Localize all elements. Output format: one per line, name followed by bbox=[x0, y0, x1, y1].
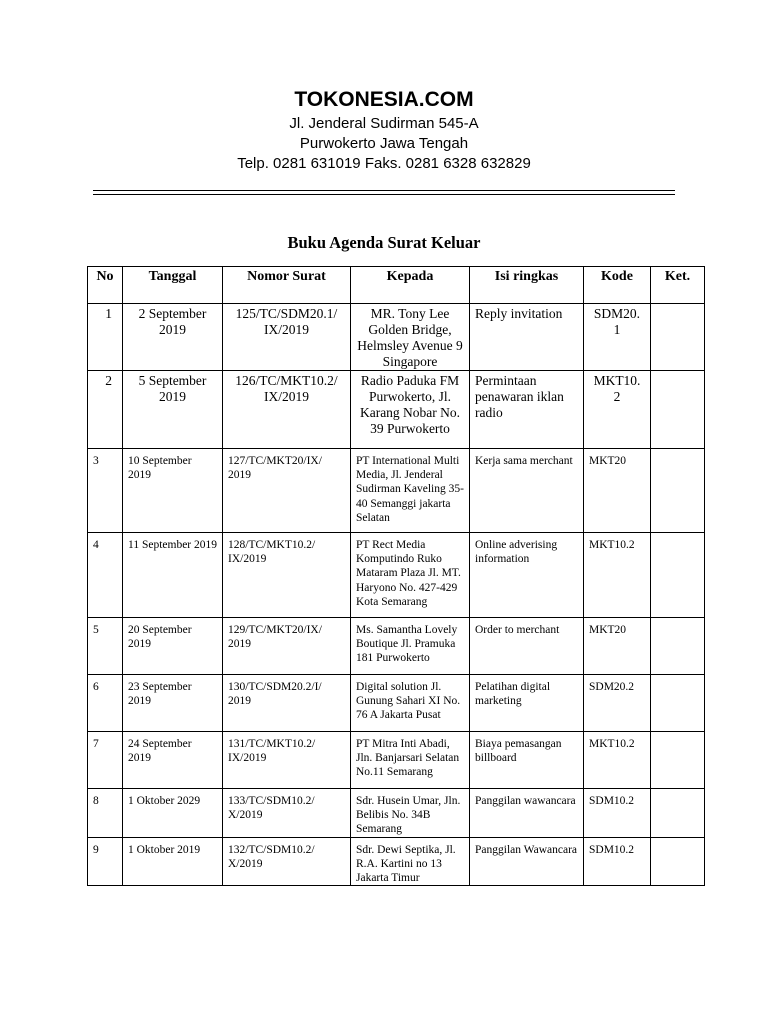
cell-isi-ringkas: Permintaan penawaran iklan radio bbox=[470, 371, 584, 449]
address-line-2: Purwokerto Jawa Tengah bbox=[299, 135, 469, 152]
cell-kepada: Sdr. Dewi Septika, Jl. R.A. Kartini no 13 Jakarta Timur bbox=[351, 837, 470, 886]
cell-kepada: Sdr. Husein Umar, Jln. Belibis No. 34B Semarang bbox=[351, 789, 470, 838]
cell-kepada: Radio Paduka FM Purwokerto, Jl. Karang Nobar No. 39 Purwokerto bbox=[351, 371, 470, 449]
cell-tanggal: 1 Oktober 2029 bbox=[123, 789, 223, 838]
table-header-row bbox=[88, 267, 705, 304]
cell-no: 6 bbox=[88, 675, 123, 732]
cell-kode: SDM20. 1 bbox=[584, 304, 651, 371]
cell-ket bbox=[651, 837, 705, 886]
cell-tanggal: 20 September 2019 bbox=[123, 618, 223, 675]
cell-isi-ringkas: Online adverising information bbox=[470, 533, 584, 618]
cell-no: 8 bbox=[88, 789, 123, 838]
header-nomor-surat: Nomor Surat bbox=[223, 267, 351, 304]
cell-no: 4 bbox=[88, 533, 123, 618]
cell-kepada: PT International Multi Media, Jl. Jenderal Sudirman Kaveling 35-40 Semanggi jakarta Selatan bbox=[351, 449, 470, 533]
header-kode: Kode bbox=[584, 267, 651, 304]
cell-kode: MKT10. 2 bbox=[584, 371, 651, 449]
table-row bbox=[88, 837, 705, 886]
cell-no: 2 bbox=[88, 371, 123, 449]
cell-ket bbox=[651, 533, 705, 618]
cell-kode: SDM10.2 bbox=[584, 837, 651, 886]
cell-nomor-surat: 125/TC/SDM20.1/ IX/2019 bbox=[223, 304, 351, 371]
table-row bbox=[88, 533, 705, 618]
header-rule-top bbox=[93, 190, 675, 191]
cell-ket bbox=[651, 732, 705, 789]
cell-tanggal: 11 September 2019 bbox=[123, 533, 223, 618]
cell-nomor-surat: 132/TC/SDM10.2/ X/2019 bbox=[223, 837, 351, 886]
cell-tanggal: 1 Oktober 2019 bbox=[123, 837, 223, 886]
table-row bbox=[88, 732, 705, 789]
cell-kode: MKT20 bbox=[584, 449, 651, 533]
cell-kepada: PT Rect Media Komputindo Ruko Mataram Plaza Jl. MT. Haryono No. 427-429 Kota Semarang bbox=[351, 533, 470, 618]
cell-tanggal: 24 September 2019 bbox=[123, 732, 223, 789]
cell-tanggal: 2 September 2019 bbox=[123, 304, 223, 371]
header-rule-bottom bbox=[93, 194, 675, 195]
cell-kode: SDM20.2 bbox=[584, 675, 651, 732]
cell-tanggal: 10 September 2019 bbox=[123, 449, 223, 533]
cell-no: 3 bbox=[88, 449, 123, 533]
cell-ket bbox=[651, 304, 705, 371]
cell-kode: MKT10.2 bbox=[584, 533, 651, 618]
cell-ket bbox=[651, 618, 705, 675]
header-isi-ringkas: Isi ringkas bbox=[470, 267, 584, 304]
cell-nomor-surat: 130/TC/SDM20.2/I/ 2019 bbox=[223, 675, 351, 732]
cell-no: 7 bbox=[88, 732, 123, 789]
table-row bbox=[88, 675, 705, 732]
company-name: TOKONESIA.COM bbox=[294, 88, 474, 111]
header-ket: Ket. bbox=[651, 267, 705, 304]
agenda-table bbox=[87, 266, 705, 886]
cell-kepada: MR. Tony Lee Golden Bridge, Helmsley Avenue 9 Singapore bbox=[351, 304, 470, 371]
cell-nomor-surat: 133/TC/SDM10.2/ X/2019 bbox=[223, 789, 351, 838]
cell-nomor-surat: 128/TC/MKT10.2/ IX/2019 bbox=[223, 533, 351, 618]
cell-kode: MKT20 bbox=[584, 618, 651, 675]
cell-isi-ringkas: Biaya pemasangan billboard bbox=[470, 732, 584, 789]
cell-isi-ringkas: Panggilan Wawancara bbox=[470, 837, 584, 886]
cell-isi-ringkas: Kerja sama merchant bbox=[470, 449, 584, 533]
cell-ket bbox=[651, 449, 705, 533]
address-line-1: Jl. Jenderal Sudirman 545-A bbox=[289, 115, 479, 132]
header-no: No bbox=[88, 267, 123, 304]
cell-isi-ringkas: Pelatihan digital marketing bbox=[470, 675, 584, 732]
cell-no: 9 bbox=[88, 837, 123, 886]
cell-kode: SDM10.2 bbox=[584, 789, 651, 838]
table-row bbox=[88, 304, 705, 371]
cell-kepada: Digital solution Jl. Gunung Sahari XI No. 76 A Jakarta Pusat bbox=[351, 675, 470, 732]
letterhead bbox=[0, 86, 768, 174]
cell-nomor-surat: 131/TC/MKT10.2/ IX/2019 bbox=[223, 732, 351, 789]
cell-ket bbox=[651, 789, 705, 838]
phone-fax-line: Telp. 0281 631019 Faks. 0281 6328 632829 bbox=[237, 155, 531, 172]
cell-kode: MKT10.2 bbox=[584, 732, 651, 789]
table-row bbox=[88, 449, 705, 533]
cell-no: 1 bbox=[88, 304, 123, 371]
cell-ket bbox=[651, 371, 705, 449]
cell-nomor-surat: 127/TC/MKT20/IX/ 2019 bbox=[223, 449, 351, 533]
header-kepada: Kepada bbox=[351, 267, 470, 304]
cell-no: 5 bbox=[88, 618, 123, 675]
table-row bbox=[88, 618, 705, 675]
table-row bbox=[88, 371, 705, 449]
cell-tanggal: 23 September 2019 bbox=[123, 675, 223, 732]
cell-kepada: PT Mitra Inti Abadi, Jln. Banjarsari Selatan No.11 Semarang bbox=[351, 732, 470, 789]
document-title: Buku Agenda Surat Keluar bbox=[287, 233, 481, 252]
cell-ket bbox=[651, 675, 705, 732]
cell-nomor-surat: 126/TC/MKT10.2/ IX/2019 bbox=[223, 371, 351, 449]
cell-isi-ringkas: Panggilan wawancara bbox=[470, 789, 584, 838]
cell-kepada: Ms. Samantha Lovely Boutique Jl. Pramuka 181 Purwokerto bbox=[351, 618, 470, 675]
cell-tanggal: 5 September 2019 bbox=[123, 371, 223, 449]
header-tanggal: Tanggal bbox=[123, 267, 223, 304]
cell-isi-ringkas: Reply invitation bbox=[470, 304, 584, 371]
cell-isi-ringkas: Order to merchant bbox=[470, 618, 584, 675]
table-row bbox=[88, 789, 705, 838]
cell-nomor-surat: 129/TC/MKT20/IX/ 2019 bbox=[223, 618, 351, 675]
